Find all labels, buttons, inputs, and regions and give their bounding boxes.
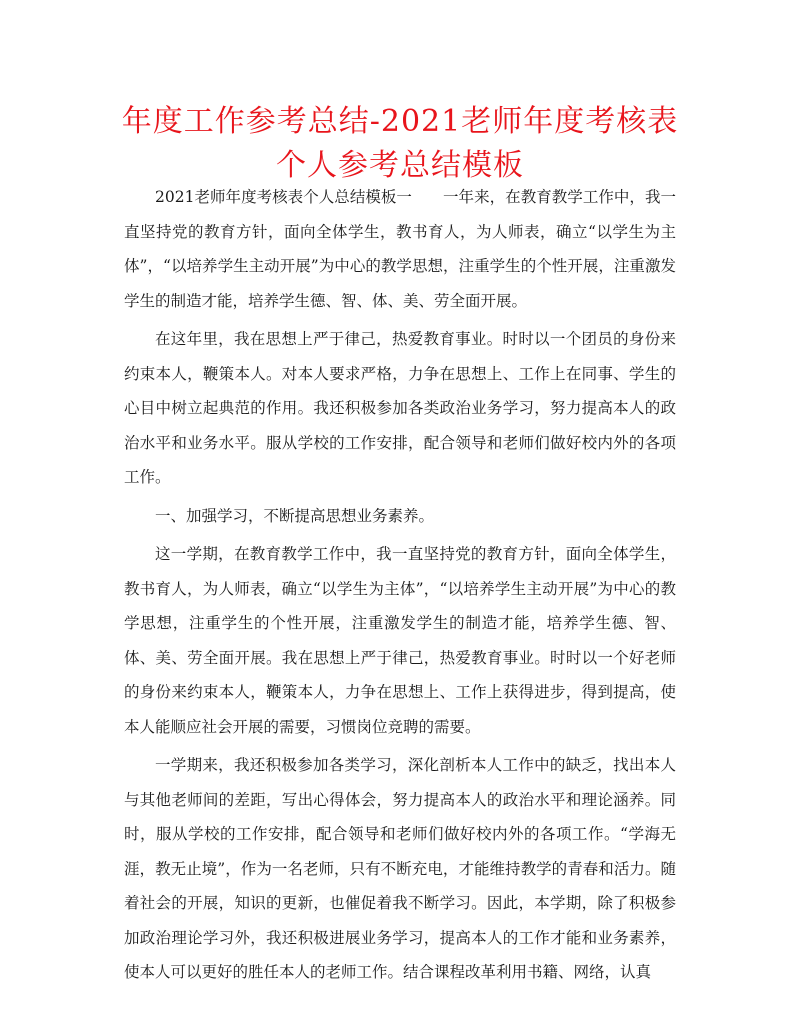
paragraph-learning: 一学期来，我还积极参加各类学习，深化剖析本人工作中的缺乏，找出本人与其他老师间的差距，写出心得体会，努力提高本人的政治水平和理论涵养。同时，服从学校的工作安排，配合领导和老师们做好校内外的各项工作。“学海无涯，教无止境”，作为一名老师，只有不断充电，才能维持教学的青春和活力。随着社会的开展，知识的更新，也催促着我不断学习。因此，本学期，除了积极参加政治理论学习外，我还积极进展业务学习，提高本人的工作才能和业务素养，使本人可以更好的胜任本人的老师工作。结合课程改革利用书籍、网络，认真 [124,756,676,981]
paragraph-attitude: 在这年里，我在思想上严于律己，热爱教育事业。时时以一个团员的身份来约束本人，鞭策本人。对本人要求严格，力争在思想上、工作上在同事、学生的心目中树立起典范的作用。我还积极参加各类政治业务学习，努力提高本人的政治水平和业务水平。服从学校的工作安排，配合领导和老师们做好校内外的各项工作。 [124,330,676,486]
paragraph-intro: 2021老师年度考核表个人总结模板一 一年来，在教育教学工作中，我一直坚持党的教育方针，面向全体学生，教书育人，为人师表，确立“以学生为主体”，“以培养学生主动开展”为中心的教学思想，注重学生的个性开展，注重激发学生的制造才能，培养学生德、智、体、美、劳全面开展。 [124,188,676,310]
section-heading-study: 一、加强学习，不断提高思想业务素养。 [155,506,435,525]
paragraph-semester: 这一学期，在教育教学工作中，我一直坚持党的教育方针，面向全体学生，教书育人，为人师表，确立“以学生为主体”，“以培养学生主动开展”为中心的教学思想，注重学生的个性开展，注重激发学生的制造才能，培养学生德、智、体、美、劳全面开展。我在思想上严于律己，热爱教育事业。时时以一个好老师的身份来约束本人，鞭策本人，力争在思想上、工作上获得进步，得到提高，使本人能顺应社会开展的需要，习惯岗位竞聘的需要。 [124,545,676,736]
document-title: 年度工作参考总结-2021老师年度考核表个人参考总结模板 [121,104,679,183]
document-body [124,180,676,994]
